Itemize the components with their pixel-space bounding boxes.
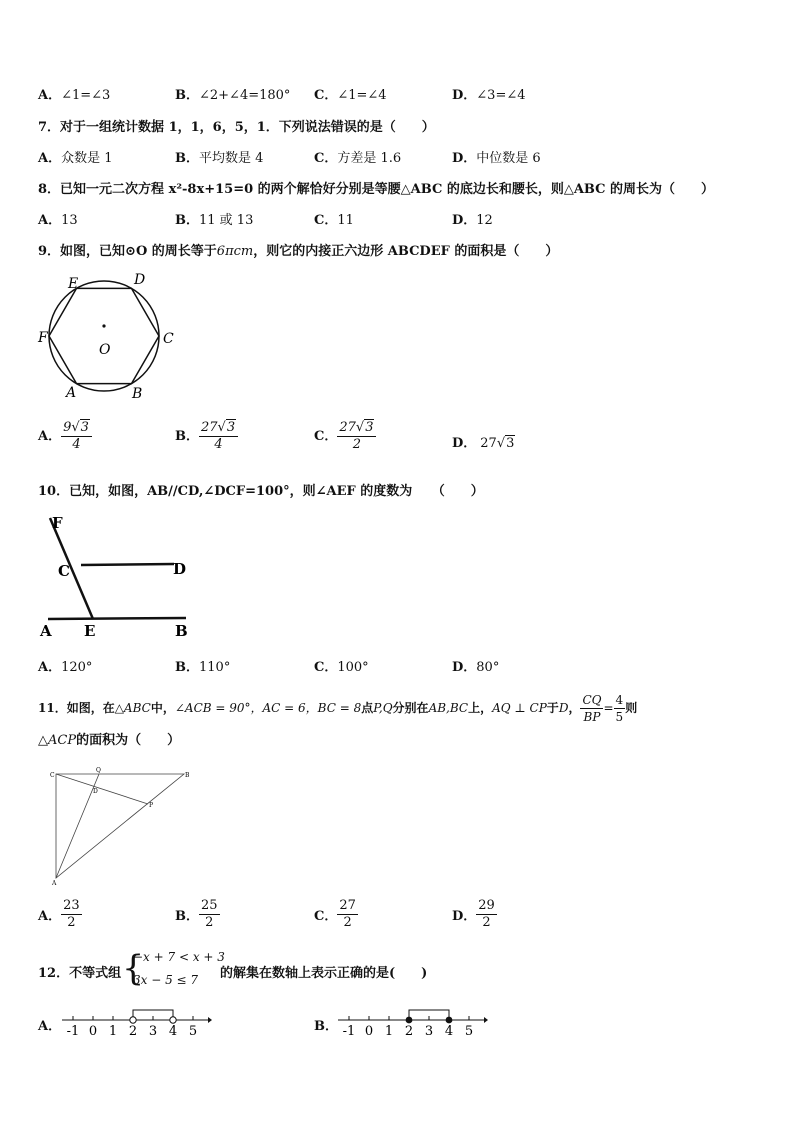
- q9-stem-a: 9．如图，已知⊙O 的周长等于: [38, 244, 217, 259]
- q7-option-d[interactable]: [452, 147, 541, 166]
- root: 3: [226, 420, 236, 435]
- label-q: Q: [96, 767, 101, 774]
- option-letter: D．: [452, 151, 477, 166]
- center-dot: [102, 324, 105, 327]
- label-d: D: [93, 788, 98, 795]
- label-f: F: [38, 330, 48, 346]
- den: 2: [205, 915, 214, 930]
- label-a: A: [66, 385, 77, 401]
- option-letter: A．: [38, 429, 62, 444]
- brace-icon: {: [122, 949, 145, 989]
- frac-den: BP: [583, 710, 601, 724]
- q11-triangle-figure: [44, 766, 194, 890]
- root: 3: [365, 420, 374, 435]
- option-letter: D．: [452, 88, 477, 103]
- label-b: B: [175, 622, 188, 640]
- option-letter: B．: [175, 429, 199, 444]
- q11-stem-a: 11．如图，在: [38, 701, 115, 715]
- option-text: ∠1=∠3: [61, 88, 111, 103]
- option-letter: D．: [452, 436, 477, 451]
- label-e: E: [68, 276, 79, 292]
- q11-stem-e: 上，: [468, 701, 493, 715]
- label-c: C: [50, 772, 55, 779]
- tick-label: 5: [464, 1024, 474, 1039]
- q10-option-b[interactable]: [175, 656, 230, 675]
- option-text: ∠1=∠4: [337, 88, 387, 103]
- tick-label: 3: [148, 1024, 158, 1039]
- option-letter: B．: [175, 151, 199, 166]
- q10-option-c[interactable]: [314, 656, 369, 675]
- tick-label: 0: [88, 1024, 98, 1039]
- tick-label: 2: [404, 1024, 414, 1039]
- q9-option-d[interactable]: D． 27√3: [452, 436, 515, 451]
- q12-option-a[interactable]: [38, 1015, 61, 1034]
- fraction: $\frac{9√3}{4}$: [61, 420, 92, 453]
- label-b: B: [132, 386, 143, 402]
- q11-pq: P,Q: [373, 701, 393, 715]
- q12-stem-a: 12．不等式组: [38, 966, 122, 981]
- option-text: 众数是 1: [61, 151, 113, 166]
- q11-option-a[interactable]: [38, 898, 82, 931]
- q8-option-b[interactable]: [175, 209, 253, 228]
- fraction: $\frac{27√3}{2}$: [337, 420, 376, 453]
- option-letter: C．: [314, 88, 338, 103]
- option-letter: B．: [175, 88, 199, 103]
- q11-stem-line2: [38, 729, 180, 748]
- tick-label: 4: [168, 1024, 178, 1039]
- q6-option-d[interactable]: [452, 84, 526, 103]
- label-a: A: [40, 622, 52, 640]
- option-letter: D．: [452, 660, 477, 675]
- q11-tri: △ABC: [114, 701, 151, 715]
- option-text: 100°: [337, 660, 369, 675]
- option-letter: C．: [314, 660, 338, 675]
- q10-parallel-figure: [36, 502, 196, 644]
- q7-option-c[interactable]: [314, 147, 401, 166]
- option-letter: A．: [38, 660, 62, 675]
- val-num: 4: [615, 693, 624, 707]
- label-b: B: [185, 772, 190, 779]
- q11-line2-tri: △ACP: [38, 733, 77, 748]
- q9-stem-b: ，则它的内接正六边形 ABCDEF 的面积是（ ）: [253, 244, 559, 259]
- option-letter: B．: [175, 909, 199, 924]
- option-letter: B．: [314, 1019, 338, 1034]
- q12-numberline-b: [336, 1006, 488, 1040]
- label-f: F: [52, 514, 63, 532]
- label-c: C: [58, 562, 70, 580]
- root: 3: [506, 436, 515, 451]
- q6-option-a[interactable]: [38, 84, 110, 103]
- den: 4: [72, 437, 81, 452]
- q12-stem-b: 的解集在数轴上表示正确的是( ): [220, 966, 428, 981]
- open-point-4: [170, 1017, 176, 1023]
- triangle-abc: [56, 774, 184, 878]
- tick-label: -1: [342, 1024, 356, 1039]
- closed-point-2: [406, 1017, 413, 1024]
- frac-eq: =: [603, 701, 614, 715]
- den: 4: [214, 437, 223, 452]
- q10-stem: 10．已知，如图，AB//CD,∠DCF=100°，则∠AEF 的度数为 （ ）: [38, 484, 484, 499]
- label-d: D: [173, 560, 187, 578]
- option-text: 11 或 13: [199, 213, 254, 228]
- coef: 27: [480, 436, 497, 451]
- option-text: 平均数是 4: [199, 151, 264, 166]
- option-letter: A．: [38, 1019, 62, 1034]
- tick-label: -1: [66, 1024, 80, 1039]
- q11-ratio: [580, 692, 603, 725]
- q11-stem-b: 中，: [150, 701, 175, 715]
- option-text: 80°: [476, 660, 500, 675]
- line-cp: [56, 774, 148, 804]
- q11-option-b[interactable]: [175, 898, 220, 931]
- tick-label: 5: [188, 1024, 198, 1039]
- q9-stem-math: 6πcm: [216, 244, 254, 259]
- circle-o: [49, 281, 159, 391]
- q8-option-a[interactable]: [38, 209, 78, 228]
- tick-label: 0: [364, 1024, 374, 1039]
- q9-hexagon-figure: [36, 266, 186, 406]
- num: 29: [478, 898, 495, 913]
- q11-ab-bc: AB,BC: [428, 701, 469, 715]
- fraction: [337, 898, 358, 931]
- tick-label: 4: [444, 1024, 454, 1039]
- option-letter: A．: [38, 213, 62, 228]
- q7-option-a[interactable]: [38, 147, 113, 166]
- closed-point-4: [446, 1017, 453, 1024]
- q7-option-b[interactable]: [175, 147, 263, 166]
- q7-stem: 7．对于一组统计数据 1，1，6，5，1．下列说法错误的是（ ）: [38, 120, 435, 135]
- option-letter: A．: [38, 151, 62, 166]
- q12-ineq2: 3x − 5 ≤ 7: [133, 973, 199, 987]
- q6-option-c[interactable]: [314, 84, 387, 103]
- option-text: 中位数是 6: [476, 151, 541, 166]
- fraction: $\frac{27√3}{4}$: [199, 420, 238, 453]
- option-letter: C．: [314, 909, 338, 924]
- line-ab: [48, 618, 186, 619]
- fraction: [476, 898, 497, 931]
- option-letter: D．: [452, 909, 477, 924]
- tick-label: 1: [108, 1024, 118, 1039]
- hexagon-abcdef: [49, 288, 159, 383]
- q11-stem-f: 于: [546, 701, 559, 715]
- num: 25: [201, 898, 218, 913]
- coef: 27: [201, 420, 218, 435]
- fraction: [199, 898, 220, 931]
- option-letter: D．: [452, 213, 477, 228]
- q11-stem-d: 分别在: [392, 701, 429, 715]
- den: 2: [67, 915, 76, 930]
- q8-option-d[interactable]: [452, 209, 493, 228]
- den: 2: [343, 915, 352, 930]
- fraction: [61, 898, 82, 931]
- q9-stem: [38, 240, 558, 259]
- coef: 9: [63, 420, 72, 435]
- q11-d: D: [558, 701, 569, 715]
- den: 2: [352, 437, 362, 452]
- line-cd: [81, 564, 174, 565]
- label-d: D: [134, 272, 146, 288]
- q11-option-d[interactable]: [452, 898, 497, 931]
- q11-value: [614, 692, 626, 725]
- q12-option-b[interactable]: [314, 1015, 338, 1034]
- option-text: ∠3=∠4: [476, 88, 526, 103]
- val-den: 5: [615, 710, 624, 724]
- tick-label: 2: [128, 1024, 138, 1039]
- q10-option-a[interactable]: [38, 656, 92, 675]
- q9-option-c[interactable]: [314, 420, 376, 453]
- option-text: 13: [61, 213, 78, 228]
- q11-line2-text: 的面积为（ ）: [76, 733, 181, 748]
- q8-stem: 8．已知一元二次方程 x²-8x+15=0 的两个解恰好分别是等腰△ABC 的底边长和腰长，则△ABC 的周长为（ ）: [38, 182, 715, 197]
- option-letter: C．: [314, 429, 338, 444]
- option-letter: C．: [314, 213, 338, 228]
- q11-cond: ∠ACB = 90°，AC = 6，BC = 8: [174, 701, 362, 715]
- option-text: 110°: [199, 660, 231, 675]
- arrow-icon: [208, 1017, 212, 1023]
- option-letter: B．: [175, 660, 199, 675]
- label-a: A: [52, 880, 57, 887]
- option-text: ∠2+∠4=180°: [199, 88, 291, 103]
- label-o: O: [99, 342, 111, 358]
- frac-num: CQ: [582, 693, 602, 707]
- q11-stem-c: 点: [361, 701, 374, 715]
- label-e: E: [84, 622, 96, 640]
- q11-option-c[interactable]: [314, 898, 358, 931]
- tick-label: 1: [384, 1024, 394, 1039]
- q6-option-b[interactable]: [175, 84, 290, 103]
- num: 23: [63, 898, 80, 913]
- num: 27: [339, 898, 356, 913]
- option-letter: B．: [175, 213, 199, 228]
- label-c: C: [163, 331, 174, 347]
- option-text: 11: [337, 213, 354, 228]
- option-letter: C．: [314, 151, 338, 166]
- den: 2: [482, 915, 491, 930]
- tick-label: 3: [424, 1024, 434, 1039]
- label-p: P: [149, 802, 154, 809]
- q9-option-a[interactable]: [38, 420, 92, 453]
- q12-ineq1: −x + 7 < x + 3: [133, 950, 225, 964]
- q12-numberline-a: [60, 1006, 212, 1040]
- line-fe: [50, 518, 93, 619]
- coef: 27: [339, 420, 356, 435]
- q11-perp: AQ ⊥ CP: [492, 701, 547, 715]
- option-text: 方差是 1.6: [337, 151, 402, 166]
- open-point-2: [130, 1017, 136, 1023]
- option-letter: A．: [38, 909, 62, 924]
- option-text: 120°: [61, 660, 93, 675]
- q10-option-d[interactable]: [452, 656, 499, 675]
- option-letter: A．: [38, 88, 62, 103]
- q11-stem: 11．如图，在△ABC中，∠ACB = 90°，AC = 6，BC = 8点P,Q分别在AB,BC上，AQ ⊥ CP于D， $\frac{CQ}{BP}$ = $\frac{4}{5}$ 则: [38, 693, 638, 724]
- q8-option-c[interactable]: [314, 209, 354, 228]
- root: 3: [80, 420, 89, 435]
- option-text: 12: [476, 213, 493, 228]
- q11-stem-g: 则: [625, 701, 638, 715]
- arrow-icon: [484, 1017, 488, 1023]
- q9-option-b[interactable]: [175, 420, 238, 453]
